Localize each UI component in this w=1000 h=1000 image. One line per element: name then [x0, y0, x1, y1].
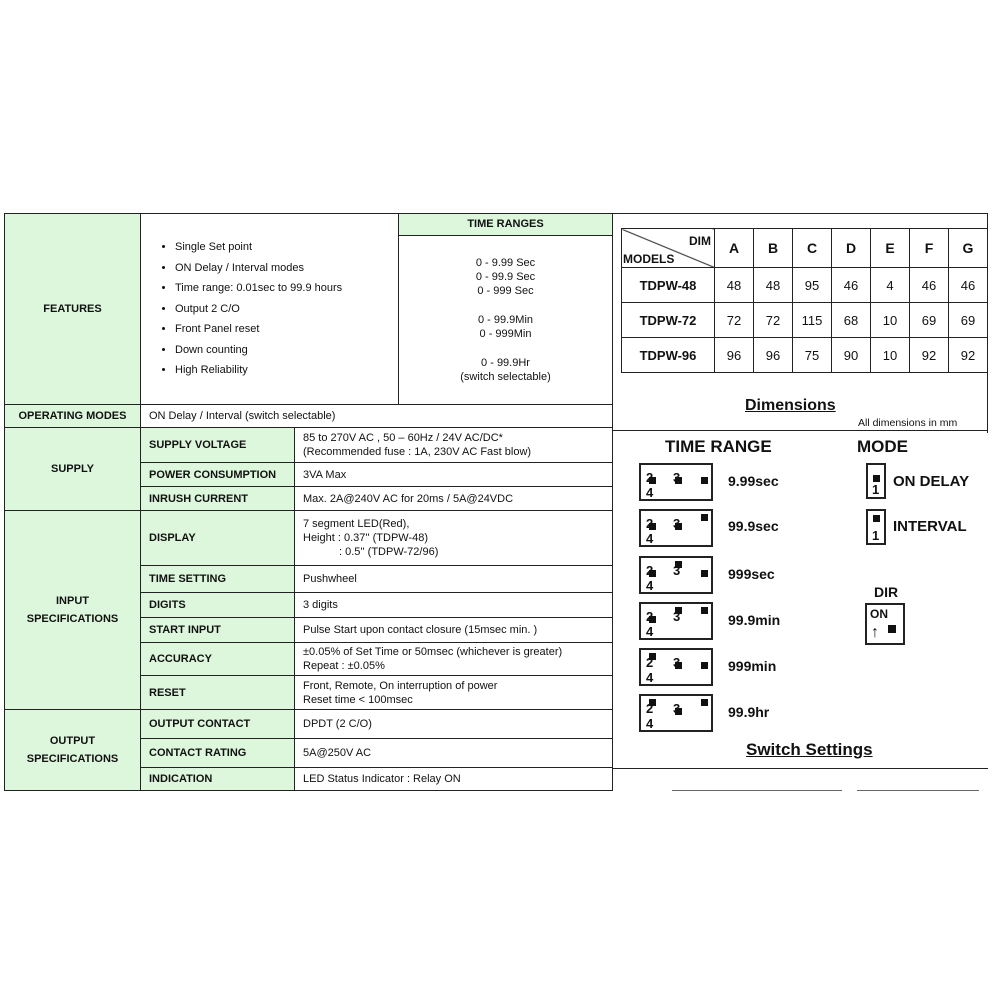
dimensions-note: All dimensions in mm: [858, 417, 958, 429]
dim-column-header: D: [832, 229, 871, 268]
dim-value: 72: [754, 303, 793, 338]
dim-corner-cell: [622, 229, 715, 268]
dir-title: DIR: [874, 584, 899, 600]
range-label: 99.9sec: [728, 518, 779, 534]
mode-interval-label: INTERVAL: [893, 518, 967, 535]
power-consumption-value: 3VA Max: [295, 463, 613, 487]
output-specs-label: [5, 710, 141, 791]
operating-modes-label: OPERATING MODES: [5, 405, 141, 428]
reset-label: RESET: [141, 676, 295, 710]
supply-voltage-fuse: (Recommended fuse : 1A, 230V AC Fast blow): [303, 446, 532, 458]
mode-on-delay-label: ON DELAY: [893, 473, 970, 490]
dim-value: 115: [793, 303, 832, 338]
display-label: DISPLAY: [141, 511, 295, 566]
feature-item: • ON Delay / Interval modes: [175, 258, 390, 279]
dim-value: 10: [871, 303, 910, 338]
dim-value: 96: [754, 338, 793, 373]
dip-switch-icon: 2 34: [639, 556, 713, 594]
supply-voltage-line: 85 to 270V AC , 50 – 60Hz / 24V AC/DC*: [303, 432, 503, 444]
switch-settings-title: Switch Settings: [746, 740, 873, 759]
dip-switch-icon: 2 34: [639, 509, 713, 547]
time-range-title: TIME RANGE: [665, 437, 772, 456]
accuracy-value: [295, 643, 613, 676]
time-ranges-header: TIME RANGES: [399, 214, 613, 236]
indication-value: LED Status Indicator : Relay ON: [295, 768, 613, 791]
start-input-label: START INPUT: [141, 618, 295, 643]
dim-value: 72: [715, 303, 754, 338]
dim-value: 96: [715, 338, 754, 373]
reset-line: Reset time < 100msec: [303, 693, 413, 706]
inrush-current-label: INRUSH CURRENT: [141, 487, 295, 511]
feature-item: • Down counting: [175, 340, 390, 361]
time-setting-value: Pushwheel: [295, 566, 613, 593]
features-list: [141, 214, 399, 405]
power-consumption-label: POWER CONSUMPTION: [141, 463, 295, 487]
dim-value: 46: [949, 268, 988, 303]
operating-modes-value: ON Delay / Interval (switch selectable): [141, 405, 613, 428]
feature-item: • Single Set point: [175, 237, 390, 258]
supply-voltage-value: [295, 428, 613, 463]
mode-title: MODE: [857, 437, 908, 456]
range-label: 9.99sec: [728, 473, 779, 489]
dip-switch-icon: 2 34: [639, 602, 713, 640]
time-range-line: 0 - 99.9Min: [478, 313, 534, 326]
models-corner-label: MODELS: [623, 252, 675, 266]
dip-switch-icon: 2 34: [639, 463, 713, 501]
input-specs-label: [5, 511, 141, 710]
dip-switch-icon: 2 34: [639, 694, 713, 732]
output-contact-value: DPDT (2 C/O): [295, 710, 613, 739]
model-name: TDPW-48: [622, 268, 715, 303]
dim-row: [622, 303, 988, 338]
dim-row: [622, 268, 988, 303]
output-label-line2: SPECIFICATIONS: [26, 753, 119, 765]
model-name: TDPW-96: [622, 338, 715, 373]
feature-item: • High Reliability: [175, 360, 390, 381]
dim-column-header: G: [949, 229, 988, 268]
dir-switch-icon: [865, 603, 905, 645]
dip-switch-icon: 2 34: [639, 648, 713, 686]
dim-value: 95: [793, 268, 832, 303]
supply-label: SUPPLY: [5, 428, 141, 511]
spec-table: [4, 213, 613, 791]
dim-column-header: A: [715, 229, 754, 268]
dim-value: 48: [715, 268, 754, 303]
supply-voltage-label: SUPPLY VOLTAGE: [141, 428, 295, 463]
dim-value: 48: [754, 268, 793, 303]
accuracy-label: ACCURACY: [141, 643, 295, 676]
feature-item: • Output 2 C/O: [175, 299, 390, 320]
output-label-line1: OUTPUT: [49, 735, 96, 747]
indication-label: INDICATION: [141, 768, 295, 791]
dim-column-header: C: [793, 229, 832, 268]
dim-value: 92: [910, 338, 949, 373]
inrush-current-value: Max. 2A@240V AC for 20ms / 5A@24VDC: [295, 487, 613, 511]
output-contact-label: OUTPUT CONTACT: [141, 710, 295, 739]
reset-value: [295, 676, 613, 710]
dim-corner-label: DIM: [689, 234, 711, 248]
dim-column-header: B: [754, 229, 793, 268]
display-line: 7 segment LED(Red),: [303, 518, 410, 530]
digits-value: 3 digits: [295, 593, 613, 618]
time-range-line: 0 - 99.9 Sec: [475, 270, 536, 283]
features-label: FEATURES: [5, 214, 141, 405]
range-label: 99.9hr: [728, 704, 770, 720]
dim-value: 92: [949, 338, 988, 373]
display-line: : 0.5'' (TDPW-72/96): [339, 546, 439, 558]
model-name: TDPW-72: [622, 303, 715, 338]
display-line: Height : 0.37'' (TDPW-48): [303, 532, 429, 544]
input-label-line2: SPECIFICATIONS: [26, 613, 119, 625]
feature-item: • Front Panel reset: [175, 319, 390, 340]
accuracy-line: ±0.05% of Set Time or 50msec (whichever is greater): [303, 646, 563, 658]
range-label: 999min: [728, 658, 777, 674]
dim-value: 68: [832, 303, 871, 338]
dir-on-label: ON: [870, 607, 888, 621]
divider: [612, 768, 988, 769]
divider: [672, 790, 842, 791]
dimensions-table: [621, 228, 988, 373]
dim-value: 69: [910, 303, 949, 338]
dim-column-header: E: [871, 229, 910, 268]
divider: [857, 790, 979, 791]
time-range-line: 0 - 99.9Hr: [481, 356, 530, 369]
divider: [612, 430, 988, 431]
time-setting-label: TIME SETTING: [141, 566, 295, 593]
contact-rating-value: 5A@250V AC: [295, 739, 613, 768]
arrow-up-icon: ↑: [871, 624, 879, 641]
dim-value: 10: [871, 338, 910, 373]
dim-value: 69: [949, 303, 988, 338]
digits-label: DIGITS: [141, 593, 295, 618]
dim-column-header: F: [910, 229, 949, 268]
reset-line: Front, Remote, On interruption of power: [303, 679, 498, 692]
time-ranges-list: [399, 235, 613, 404]
time-range-note: (switch selectable): [460, 370, 551, 383]
range-label: 999sec: [728, 566, 775, 582]
display-value: [295, 511, 613, 566]
accuracy-line: Repeat : ±0.05%: [303, 660, 385, 672]
dim-value: 4: [871, 268, 910, 303]
input-label-line1: INPUT: [56, 595, 89, 607]
time-range-line: 0 - 9.99 Sec: [475, 256, 536, 269]
feature-item: • Time range: 0.01sec to 99.9 hours: [175, 278, 390, 299]
dim-value: 46: [832, 268, 871, 303]
dim-value: 90: [832, 338, 871, 373]
dim-value: 75: [793, 338, 832, 373]
mode-switch-icon: 1: [866, 509, 886, 545]
contact-rating-label: CONTACT RATING: [141, 739, 295, 768]
time-range-line: 0 - 999Min: [479, 327, 532, 340]
dim-value: 46: [910, 268, 949, 303]
dimensions-title: Dimensions: [745, 397, 836, 414]
range-label: 99.9min: [728, 612, 781, 628]
time-range-line: 0 - 999 Sec: [477, 284, 534, 297]
mode-switch-icon: 1: [866, 463, 886, 499]
start-input-value: Pulse Start upon contact closure (15msec min. ): [295, 618, 613, 643]
dim-row: [622, 338, 988, 373]
